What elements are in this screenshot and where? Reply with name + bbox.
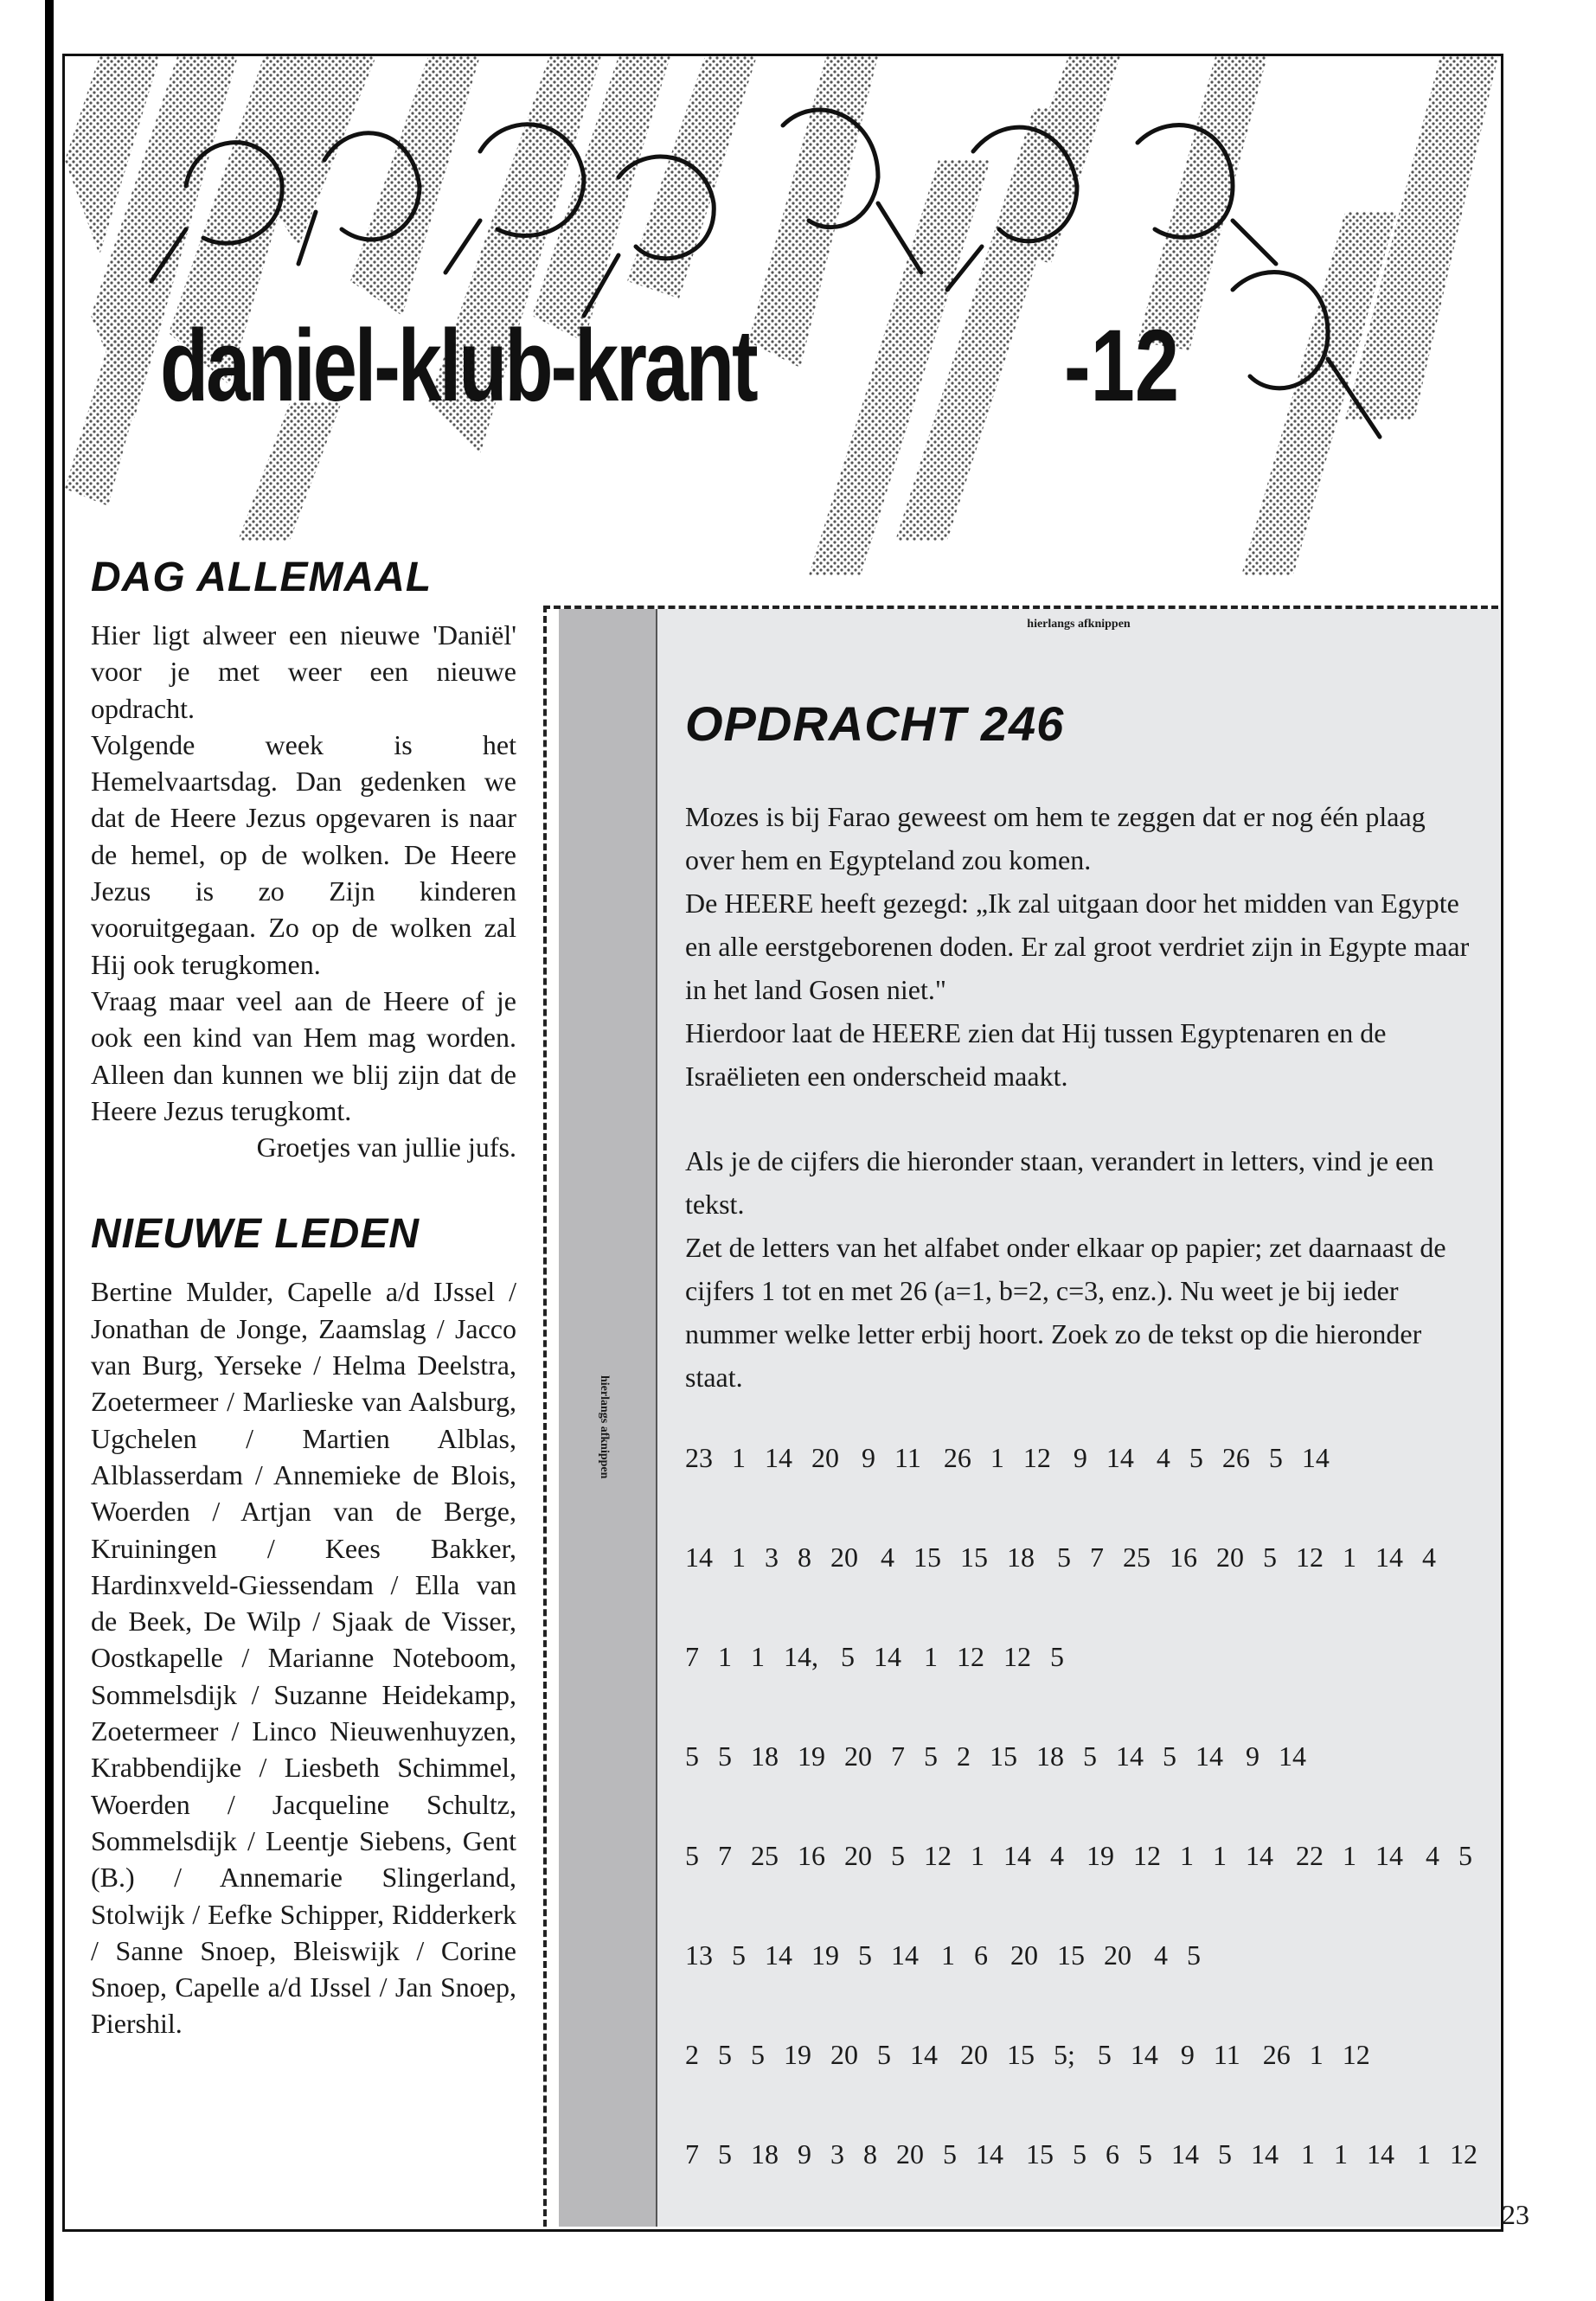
code-row: [685, 2039, 1472, 2138]
code-row: [685, 1939, 1472, 2039]
code-group: 4 5: [1426, 1840, 1472, 1871]
greeting-paragraph: Volgende week is het Hemelvaartsdag. Dan gedenken we dat de Heere Jezus opgevaren is naar de hemel, op de wolken. De Heere Jezus is zo Zijn kinderen vooruitgegaan. Zo op de wolken zal Hij ook terugkomen.: [91, 728, 516, 980]
code-group: 9 11: [1180, 2039, 1240, 2070]
greeting-heading: DAG ALLEMAAL: [91, 554, 433, 600]
cut-line-left: [543, 606, 547, 2227]
greeting-text: [91, 617, 516, 1165]
instruction-paragraph: Zet de letters van het alfabet onder elkaar op papier; zet daarnaast de cijfers 1 tot en met 26 (a=1, b=2, c=3, enz.). Nu weet je bij ieder nummer welke letter erbij hoort. Zoek zo de tekst op die hieronder staat.: [685, 1232, 1446, 1393]
code-group: 5 14: [1097, 2039, 1158, 2070]
code-group: 5 7 25 16 20 5 12 1 14 4: [685, 1840, 1064, 1871]
greeting-paragraph: Vraag maar veel aan de Heere of je ook een kind van Hem mag worden. Alleen dan kunnen we blij zijn dat de Heere Jezus terugkomt.: [91, 984, 516, 1126]
code-row: [685, 2138, 1477, 2238]
code-group: 9 14: [1246, 1740, 1306, 1772]
greeting-signature: Groetjes van jullie jufs.: [256, 1131, 516, 1163]
story-paragraph: Mozes is bij Farao geweest om hem te zeggen dat er nog één plaag over hem en Egypteland zou komen.: [685, 801, 1426, 875]
issue-number: -12: [1064, 309, 1180, 423]
masthead-title: daniel-klub-krant: [160, 309, 756, 423]
code-group: 23 1 14 20: [685, 1442, 839, 1473]
masthead: [65, 56, 1498, 575]
code-row: [685, 1641, 1472, 1740]
page-number: 23: [1502, 2199, 1529, 2230]
code-group: 5 5 18 19 20 7 5 2 15 18 5 14 5 14: [685, 1740, 1223, 1772]
code-group: 1 12: [1417, 2138, 1477, 2170]
story-paragraph: De HEERE heeft gezegd: „Ik zal uitgaan door het midden van Egypte en alle eerstgeborenen doden. Er zal groot verdriet zijn in Egypte maar in het land Gosen niet.": [685, 888, 1470, 1005]
code-group: 26 1 12: [943, 1442, 1051, 1473]
code-group: 2 5 5 19 20 5 14: [685, 2039, 938, 2070]
code-rows: [685, 1442, 1477, 2238]
code-group: 4 15 15 18: [881, 1541, 1035, 1573]
instruction-paragraph: Als je de cijfers die hieronder staan, verandert in letters, vind je een tekst.: [685, 1145, 1434, 1220]
code-group: 20 15 20: [1010, 1939, 1131, 1971]
code-group: 13 5 14 19 5 14: [685, 1939, 919, 1971]
binding-edge: [45, 0, 54, 2301]
cut-label-top: hierlangs afknippen: [1027, 618, 1131, 631]
assignment-content: [685, 695, 1477, 2238]
code-group: 9 14: [1073, 1442, 1134, 1473]
code-group: 5 7 25 16 20 5 12 1 14 4: [1057, 1541, 1436, 1573]
cut-label-side-text: hierlangs afknippen: [598, 1375, 611, 1479]
code-group: 1 6: [941, 1939, 988, 1971]
members-heading: NIEUWE LEDEN: [91, 1211, 420, 1258]
code-group: 1 1 14: [1301, 2138, 1394, 2170]
code-group: 5 14: [841, 1641, 901, 1672]
code-row: [685, 1840, 1472, 1939]
cut-line-top: [543, 606, 1498, 609]
code-group: 14 1 3 8 20: [685, 1541, 858, 1573]
left-column: [91, 554, 516, 2042]
code-group: 7 1 1 14,: [685, 1641, 818, 1672]
members-list: Bertine Mulder, Capelle a/d IJssel / Jonathan de Jonge, Zaamslag / Jacco van Burg, Yerseke / Helma Deelstra, Zoetermeer / Marlieske van Aalsburg, Ugchelen / Martien Alblas, Alblasserdam / Annemieke de Blois, Woerden / Artjan van de Berge, Kruiningen / Kees Bakker, Hardinxveld-Giessendam / Ella van de Beek, De Wilp / Sjaak de Visser, Oostkapelle / Marianne Noteboom, Sommelsdijk / Suzanne Heidekamp, Zoetermeer / Linco Nieuwenhuyzen, Krabbendijke / Liesbeth Schimmel, Woerden / Jacqueline Schultz, Sommelsdijk / Leentje Siebens, Gent (B.) / Annemarie Slingerland, Stolwijk / Eefke Schipper, Ridderkerk / Sanne Snoep, Bleiswijk / Corine Snoep, Capelle a/d IJssel / Jan Snoep, Piershil.: [91, 1276, 516, 2040]
story-paragraph: Hierdoor laat de HEERE zien dat Hij tussen Egyptenaren en de Israëlieten een onderscheid maakt.: [685, 1017, 1387, 1092]
code-group: 7 5 18 9 3 8 20 5 14: [685, 2138, 1003, 2170]
code-group: 1 12 12 5: [924, 1641, 1064, 1672]
code-group: 4 5 26 5 14: [1156, 1442, 1330, 1473]
code-group: 19 12 1 1 14: [1086, 1840, 1273, 1871]
assignment-heading: OPDRACHT 246: [685, 696, 1065, 751]
assignment-panel: [656, 609, 1500, 2227]
code-row: [685, 1442, 1472, 1541]
code-group: 4 5: [1154, 1939, 1201, 1971]
code-row: [685, 1541, 1472, 1641]
code-row: [685, 1740, 1472, 1840]
code-group: 26 1 12: [1262, 2039, 1370, 2070]
code-group: 9 11: [862, 1442, 921, 1473]
cut-label-side: [576, 1375, 628, 1635]
greeting-paragraph: Hier ligt alweer een nieuwe 'Daniël' voor je met weer een nieuwe opdracht.: [91, 619, 516, 724]
cut-out-section: [543, 606, 1498, 2227]
code-group: 22 1 14: [1296, 1840, 1403, 1871]
code-group: 15 5 6 5 14 5 14: [1026, 2138, 1279, 2170]
code-group: 20 15 5;: [960, 2039, 1075, 2070]
